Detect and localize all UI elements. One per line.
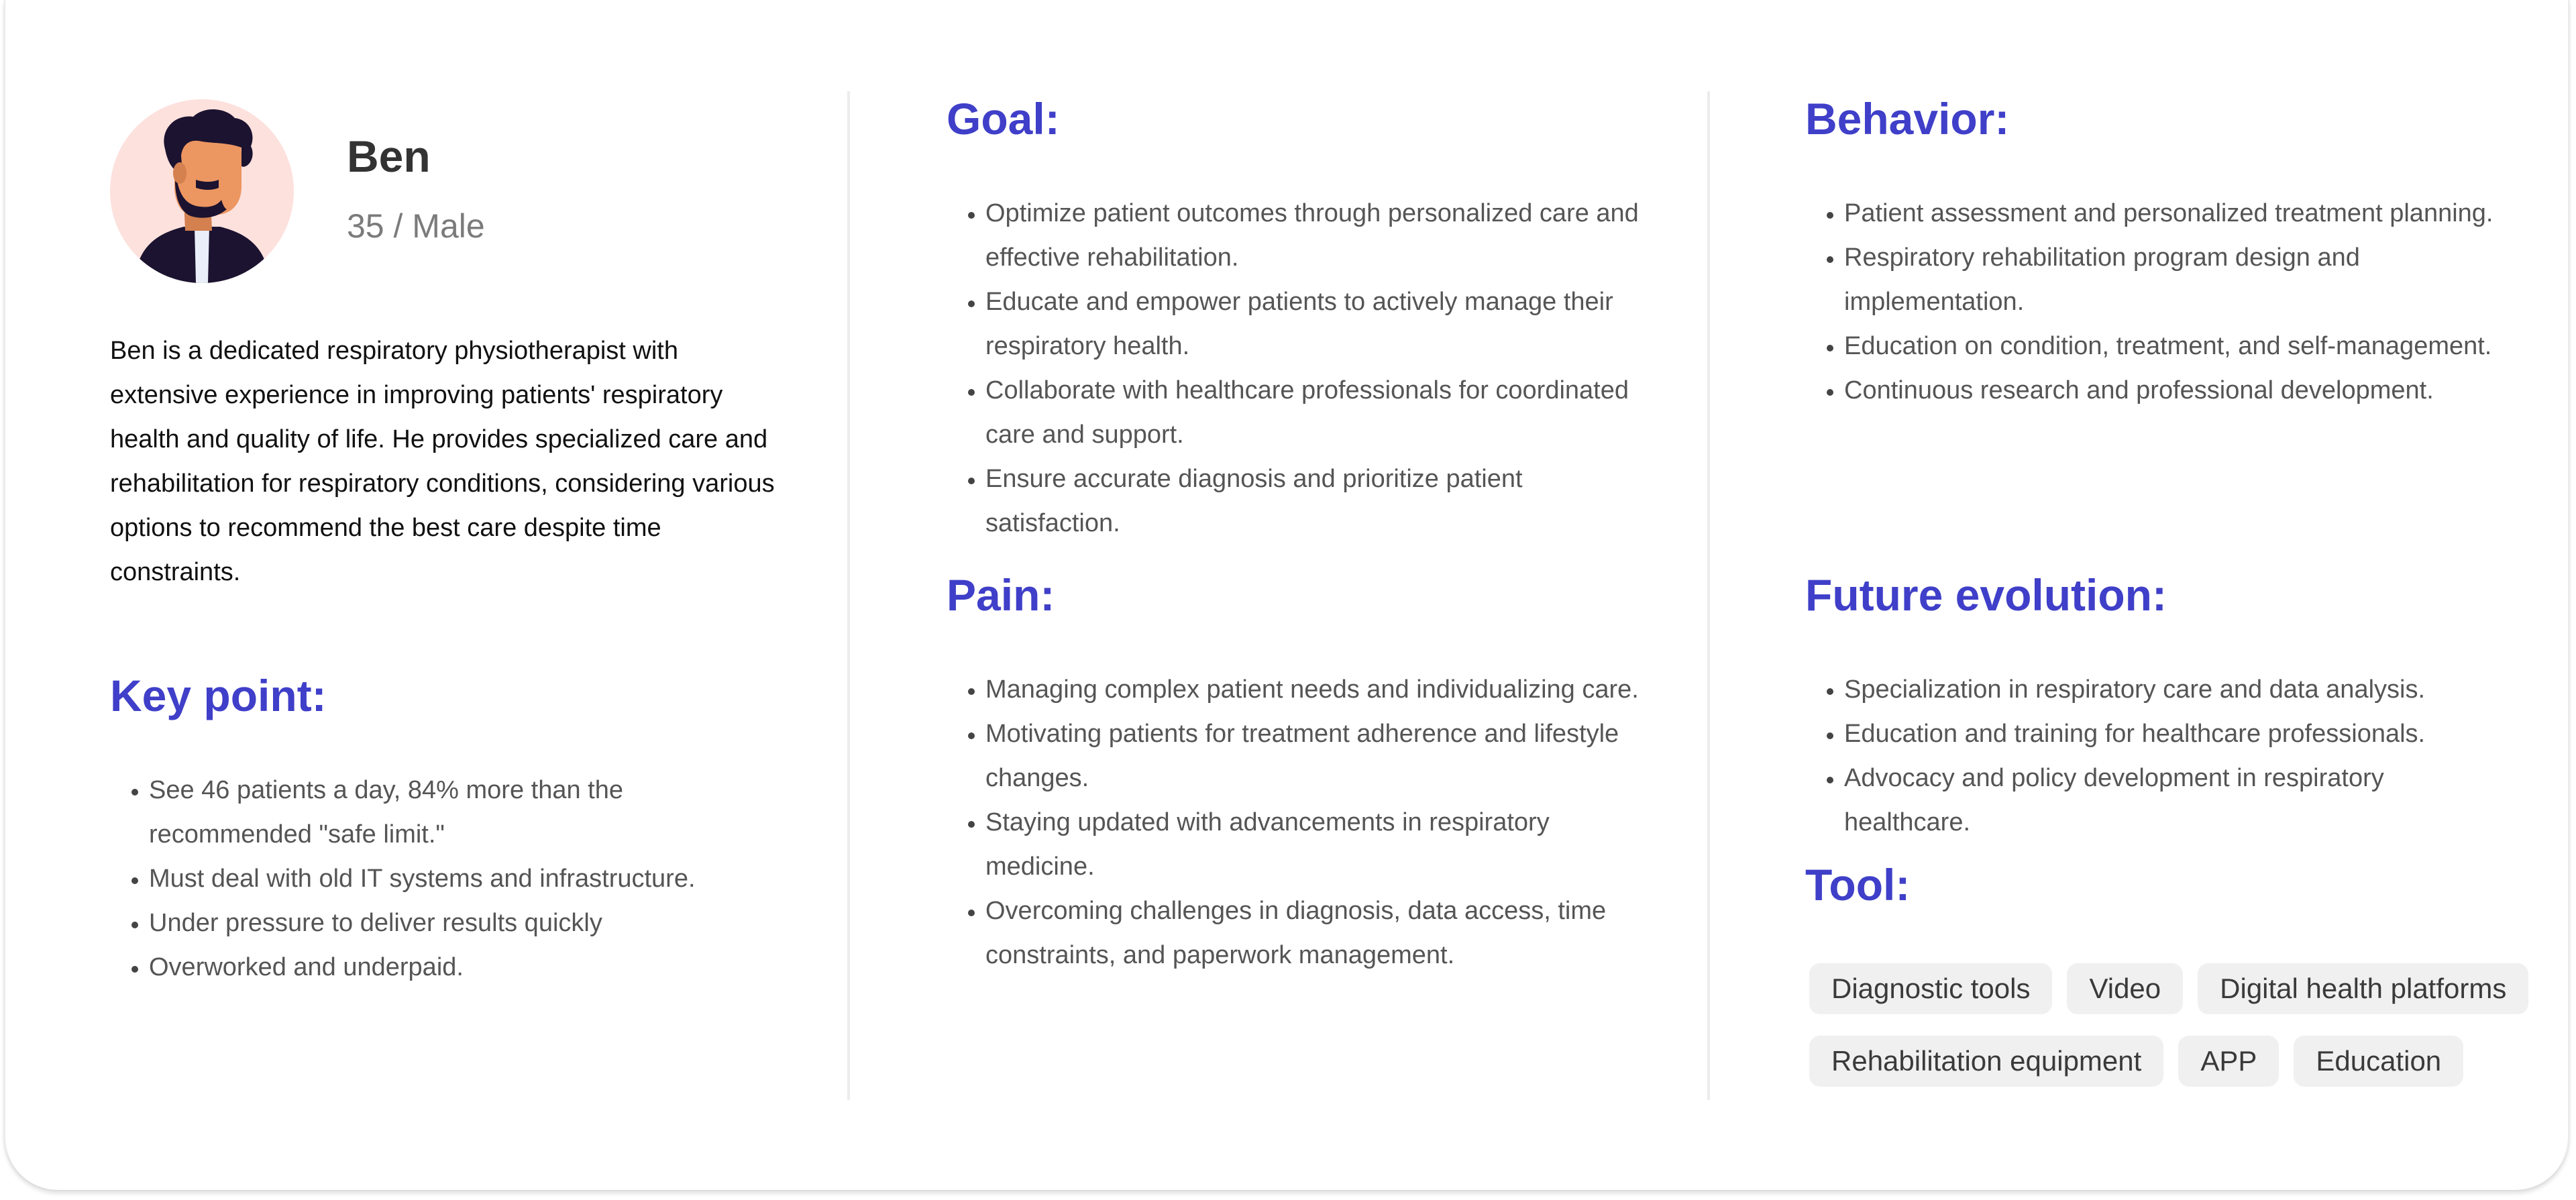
list-item: • Advocacy and policy development in respiratory healthcare. <box>1844 756 2515 844</box>
list-item: • Overworked and underpaid. <box>149 945 793 989</box>
tool-tag: Digital health platforms <box>2198 963 2528 1014</box>
list-item: • Overcoming challenges in diagnosis, data access, time constraints, and paperwork management. <box>985 889 1656 977</box>
persona-name: Ben <box>347 131 431 181</box>
list-item: • Under pressure to deliver results quickly <box>149 901 793 945</box>
tool-tag: Diagnostic tools <box>1809 963 2052 1014</box>
column-divider <box>847 91 850 1100</box>
list-item: • Managing complex patient needs and individualizing care. <box>985 667 1656 712</box>
column-divider <box>1707 91 1710 1100</box>
goal-list <box>947 191 1656 545</box>
tool-heading: Tool: <box>1805 860 1911 910</box>
future-evolution-heading: Future evolution: <box>1805 570 2167 620</box>
list-item: • Respiratory rehabilitation program design and implementation. <box>1844 235 2515 324</box>
future-evolution-list <box>1805 667 2515 844</box>
persona-card <box>4 0 2569 1190</box>
persona-age-gender: 35 / Male <box>347 207 485 245</box>
goal-heading: Goal: <box>947 94 1060 144</box>
list-item: • Staying updated with advancements in respiratory medicine. <box>985 800 1656 889</box>
list-item: • Education on condition, treatment, and self-management. <box>1844 324 2515 368</box>
behavior-heading: Behavior: <box>1805 94 2010 144</box>
list-item: • Education and training for healthcare professionals. <box>1844 712 2515 756</box>
list-item: • Patient assessment and personalized treatment planning. <box>1844 191 2515 235</box>
pain-list <box>947 667 1656 977</box>
list-item: • Educate and empower patients to actively manage their respiratory health. <box>985 280 1656 368</box>
tool-tag: Rehabilitation equipment <box>1809 1036 2163 1087</box>
list-item: • Collaborate with healthcare professionals for coordinated care and support. <box>985 368 1656 457</box>
tool-tag: Video <box>2067 963 2183 1014</box>
pain-heading: Pain: <box>947 570 1055 620</box>
tool-tag-list <box>1809 963 2561 1087</box>
tool-tag: APP <box>2178 1036 2279 1087</box>
bearded-man-avatar-icon <box>110 99 294 283</box>
list-item: • Motivating patients for treatment adherence and lifestyle changes. <box>985 712 1656 800</box>
avatar <box>110 99 294 283</box>
list-item: • Continuous research and professional development. <box>1844 368 2515 413</box>
tool-tag: Education <box>2294 1036 2463 1087</box>
list-item: • Optimize patient outcomes through personalized care and effective rehabilitation. <box>985 191 1656 280</box>
behavior-list <box>1805 191 2515 413</box>
key-point-heading: Key point: <box>110 671 327 720</box>
persona-bio: Ben is a dedicated respiratory physiotherapist with extensive experience in improving patients' respiratory health and quality of life. He provides specialized care and rehabilitation for respiratory conditions, considering various options to recommend the best care despite time constraints. <box>110 337 775 586</box>
key-point-list <box>110 768 793 989</box>
list-item: • Specialization in respiratory care and data analysis. <box>1844 667 2515 712</box>
list-item: • Ensure accurate diagnosis and prioritize patient satisfaction. <box>985 457 1656 545</box>
list-item: • See 46 patients a day, 84% more than the recommended "safe limit." <box>149 768 793 857</box>
list-item: • Must deal with old IT systems and infrastructure. <box>149 857 793 901</box>
